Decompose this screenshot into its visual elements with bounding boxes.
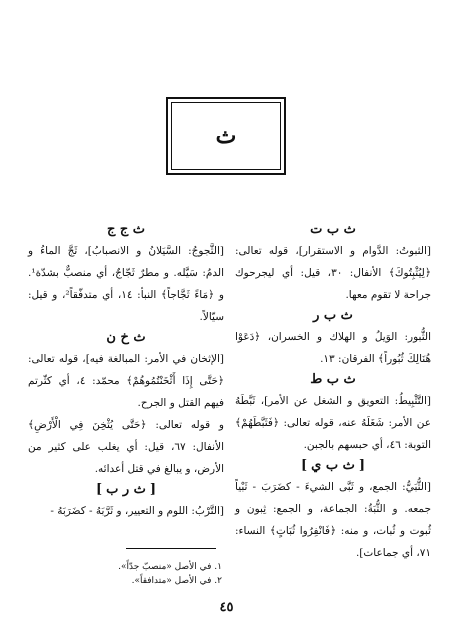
entry-heading-text: ث ر ب — [106, 482, 146, 497]
entry-heading: ث ب ر — [313, 308, 353, 323]
entry-text: [الثبوتُ: الدَّوام و الاستقرار]، قوله تعالى: ﴿لِيُثْبِتُوكَ﴾ الأنفال: ٣٠، قيل: أي ليجرحوك جراحة لا تقوم معها. — [235, 245, 431, 301]
entry-text: [الثُّبَيُّ: الجمع، و ثَبَّى الشيءَ - كضَرَبَ - ثَبْياً جمعه. و الثُّبَةُ: الجماعة، و الجمع: ثِبون و ثُبوت و ثُبات، و منه: ﴿فَانْفِرُوا ثُبَاتٍ﴾ النساء: ٧١، أي جماعات]. — [235, 481, 431, 559]
entry-heading-text: ث ب ي — [311, 458, 355, 473]
entry-heading: ث ج ج — [106, 222, 146, 237]
right-column — [235, 220, 431, 564]
entry-thrb — [28, 480, 224, 522]
left-column — [28, 220, 224, 522]
entry-thbt — [235, 220, 431, 306]
page-number: ٤٥ — [219, 600, 234, 615]
entry-text: [الإثخان في الأمر: المبالغة فيه]، قوله تعالى: ﴿حَتَّى إِذَا أَثْخَنْتُمُوهُمْ﴾ محمّد: ٤، أي كثّرتم فيهم القتل و الجرح. — [28, 353, 224, 409]
entry-text: [التَّثْبِيطُ: التعويق و الشغل عن الأمر]، ثَبَّطَهُ عن الأمر: شَغَلَهُ عنه، قوله تعالى: ﴿فَثَبَّطَهُمْ﴾ التوبة: ٤٦، أي حبسهم بالجبن. — [235, 395, 431, 451]
entry-text: و قوله تعالى: ﴿حَتَّى يُثْخِنَ فِي الْأَرْضِ﴾ الأنفال: ٦٧، قيل: أي يغلب على كثير من الأرض، و يبالغ في قتل أعدائه. — [28, 419, 225, 475]
entry-text: [التَّرْبُ: اللوم و التعيير، و ثَرَّبَهُ - كضَرَبَهُ - — [50, 505, 224, 517]
entry-thbr — [235, 306, 431, 370]
chapter-letter: ث — [171, 102, 281, 170]
entry-heading: ث ب ت — [310, 222, 356, 237]
footnote: ١. في الأصل «منصبّ جدّاً». — [118, 562, 222, 572]
entry-thkhn — [28, 328, 224, 480]
entry-heading: [ث ر ب] — [95, 482, 157, 497]
entry-text: الثُّبور: الوَيلُ و الهلاك و الخسران، ﴿دَعَوْا هُنَالِكَ ثُبُوراً﴾ الفرقان: ١٣. — [235, 331, 431, 365]
footnote: ٢. في الأصل «متدافقاً». — [131, 576, 222, 586]
entry-heading: ث خ ن — [106, 330, 146, 345]
chapter-letter-box — [166, 97, 286, 175]
entry-thjj — [28, 220, 224, 328]
entry-heading: [ث ب ي] — [300, 458, 366, 473]
footnotes — [112, 560, 222, 588]
entry-heading: ث ب ط — [310, 372, 356, 387]
footnote-divider — [126, 548, 216, 549]
entry-thbt2 — [235, 370, 431, 456]
entry-thby — [235, 456, 431, 564]
entry-text: [الثَّجوجُ: السَّيَلانُ و الانصبابُ]، ثَجَّ الماءُ و الدمُ: سَيَّله. و مطرٌ ثَجّاجٌ، أي منصبٌّ بشدّة¹. و ﴿مَاءً ثَجَّاجاً﴾ النبأ: ١٤، أي متدفّقاً²، و قيل: سيّالاً. — [28, 245, 224, 323]
